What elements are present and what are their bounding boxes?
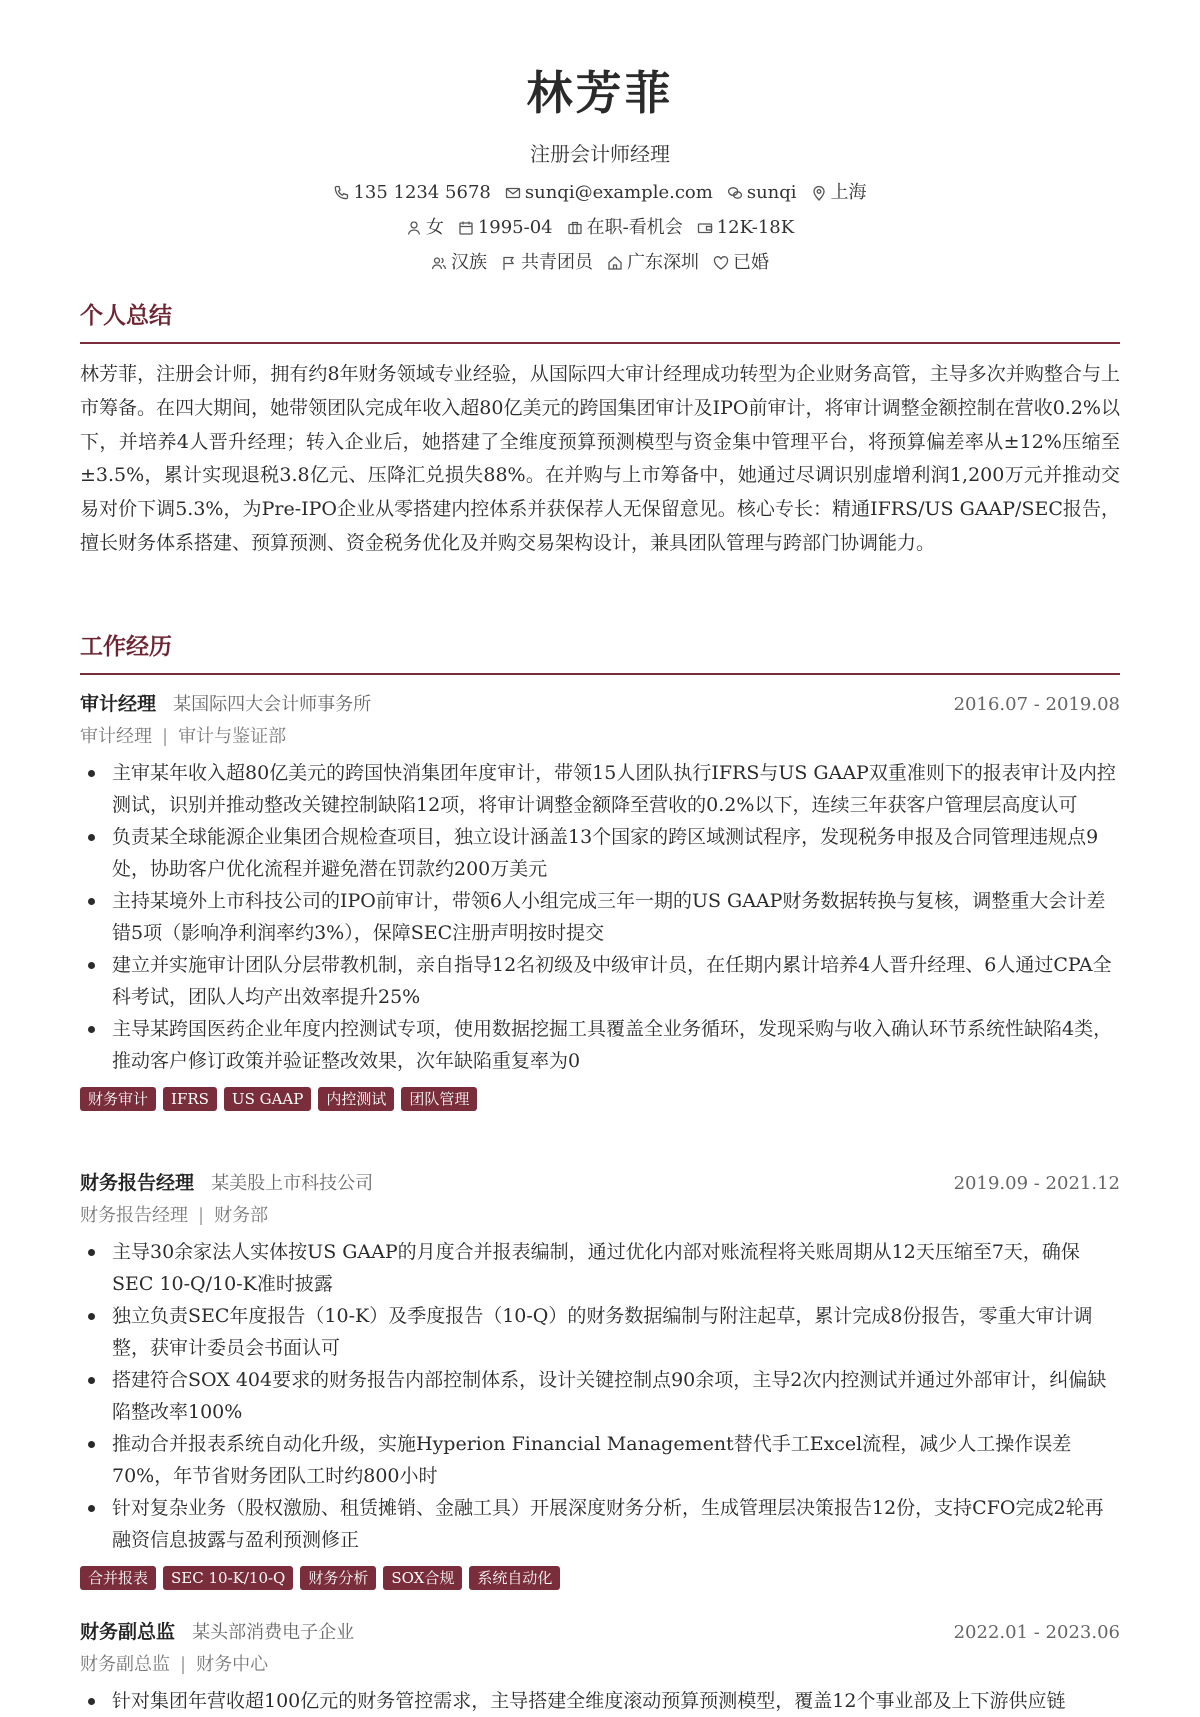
job-date: 2022.01 - 2023.06 (953, 1622, 1120, 1643)
home-icon (607, 255, 623, 271)
job-company: 某头部消费电子企业 (192, 1622, 355, 1643)
location-icon (811, 185, 827, 201)
separator: | (198, 1205, 205, 1226)
job-date: 2016.07 - 2019.08 (953, 694, 1120, 715)
person-icon (406, 220, 422, 236)
job-subtitle (80, 1202, 1120, 1230)
briefcase-icon (567, 220, 583, 236)
job-entry-2 (80, 1168, 1120, 1590)
job-bullets (80, 757, 1120, 1077)
skill-tag: IFRS (163, 1087, 217, 1111)
email-item: sunqi@example.com (505, 180, 713, 206)
birth-item: 1995-04 (458, 215, 553, 241)
list-item: 建立并实施审计团队分层带教机制，亲自指导12名初级及中级审计员，在任期内累计培养4人晋升经理、6人通过CPA全科考试，团队人均产出效率提升25% (80, 949, 1120, 1013)
list-item: 主导30余家法人实体按US GAAP的月度合并报表编制，通过优化内部对账流程将关账周期从12天压缩至7天，确保SEC 10-Q/10-K准时披露 (80, 1236, 1120, 1300)
skill-tag: SEC 10-K/10-Q (163, 1566, 293, 1590)
skill-tag: 团队管理 (401, 1087, 477, 1111)
job-role: 财务报告经理 (80, 1172, 195, 1194)
salary-item: 12K-18K (697, 215, 794, 241)
ethnicity-item: 汉族 (431, 250, 487, 276)
section-divider (80, 673, 1120, 675)
skill-tag: 合并报表 (80, 1566, 156, 1590)
mail-icon (505, 185, 521, 201)
gender-item: 女 (406, 215, 444, 241)
marital-item: 已婚 (713, 250, 769, 276)
job-position: 审计经理 (80, 726, 152, 747)
skill-tags (80, 1566, 1120, 1590)
section-title-summary: 个人总结 (80, 302, 172, 329)
experience-section-header (80, 631, 1120, 675)
calendar-icon (458, 220, 474, 236)
separator: | (180, 1654, 187, 1675)
personal-row (80, 215, 1120, 241)
resume-header (80, 58, 1120, 276)
skill-tag: 财务审计 (80, 1087, 156, 1111)
summary-section (80, 300, 1120, 595)
job-department: 财务部 (214, 1205, 269, 1226)
skill-tag: US GAAP (224, 1087, 311, 1111)
list-item: 主审某年收入超80亿美元的跨国快消集团年度审计，带领15人团队执行IFRS与US GAAP双重准则下的报表审计及内控测试，识别并推动整改关键控制缺陷12项，将审计调整金额降至营收的0.2%以下，连续三年获客户管理层高度认可 (80, 757, 1120, 821)
list-item: 搭建符合SOX 404要求的财务报告内部控制体系，设计关键控制点90余项，主导2次内控测试并通过外部审计，纠偏缺陷整改率100% (80, 1364, 1120, 1428)
location-item: 上海 (811, 180, 867, 206)
job-role: 财务副总监 (80, 1621, 176, 1643)
skill-tag: 财务分析 (300, 1566, 376, 1590)
flag-icon (501, 255, 517, 271)
job-entry-3 (80, 1617, 1120, 1717)
list-item: 独立负责SEC年度报告（10-K）及季度报告（10-Q）的财务数据编制与附注起草，累计完成8份报告，零重大审计调整，获审计委员会书面认可 (80, 1300, 1120, 1364)
job-company: 某美股上市科技公司 (211, 1173, 374, 1194)
job-bullets (80, 1685, 1120, 1717)
candidate-name: 林芳菲 (526, 66, 674, 120)
skill-tag: 内控测试 (318, 1087, 394, 1111)
wallet-icon (697, 220, 713, 236)
phone-icon (333, 185, 349, 201)
political-item: 共青团员 (501, 250, 593, 276)
job-department: 审计与鉴证部 (178, 726, 287, 747)
wechat-icon (727, 185, 743, 201)
heart-icon (713, 255, 729, 271)
job-bullets (80, 1236, 1120, 1556)
list-item: 主导某跨国医药企业年度内控测试专项，使用数据挖掘工具覆盖全业务循环，发现采购与收入确认环节系统性缺陷4类，推动客户修订政策并验证整改效果，次年缺陷重复率为0 (80, 1013, 1120, 1077)
group-icon (431, 255, 447, 271)
section-title-experience: 工作经历 (80, 633, 172, 660)
job-company: 某国际四大会计师事务所 (173, 694, 372, 715)
job-subtitle (80, 1651, 1120, 1679)
list-item: 主持某境外上市科技公司的IPO前审计，带领6人小组完成三年一期的US GAAP财务数据转换与复核，调整重大会计差错5项（影响净利润率约3%），保障SEC注册声明按时提交 (80, 885, 1120, 949)
summary-text: 林芳菲，注册会计师，拥有约8年财务领域专业经验，从国际四大审计经理成功转型为企业财务高管，主导多次并购整合与上市筹备。在四大期间，她带领团队完成年收入超80亿美元的跨国集团审计及IPO前审计，将审计调整金额控制在营收0.2%以下，并培养4人晋升经理；转入企业后，她搭建了全维度预算预测模型与资金集中管理平台，将预算偏差率从±12%压缩至±3.5%，累计实现退税3.8亿元、压降汇兑损失88%。在并购与上市筹备中，她通过尽调识别虚增利润1,200万元并推动交易对价下调5.3%，为Pre-IPO企业从零搭建内控体系并获保荐人无保留意见。核心专长：精通IFRS/US GAAP/SEC报告，擅长财务体系搭建、预算预测、资金税务优化及并购交易架构设计，兼具团队管理与跨部门协调能力。 (80, 363, 1120, 554)
list-item: 负责某全球能源企业集团合规检查项目，独立设计涵盖13个国家的跨区域测试程序，发现税务申报及合同管理违规点9处，协助客户优化流程并避免潜在罚款约200万美元 (80, 821, 1120, 885)
list-item: 推动合并报表系统自动化升级，实施Hyperion Financial Management替代手工Excel流程，减少人工操作误差70%，年节省财务团队工时约800小时 (80, 1428, 1120, 1492)
job-role: 审计经理 (80, 693, 157, 715)
contact-row (80, 180, 1120, 206)
phone-item: 135 1234 5678 (333, 180, 490, 206)
job-department: 财务中心 (196, 1654, 269, 1675)
job-position: 财务报告经理 (80, 1205, 188, 1226)
job-subtitle (80, 723, 1120, 751)
list-item: 针对集团年营收超100亿元的财务管控需求，主导搭建全维度滚动预算预测模型，覆盖12个事业部及上下游供应链 (80, 1685, 1120, 1717)
skill-tag: SOX合规 (383, 1566, 462, 1590)
skill-tags (80, 1087, 1120, 1111)
skill-tag: 系统自动化 (469, 1566, 560, 1590)
job-entry-1 (80, 689, 1120, 1111)
job-position: 财务副总监 (80, 1654, 170, 1675)
list-item: 针对复杂业务（股权激励、租赁摊销、金融工具）开展深度财务分析，生成管理层决策报告12份，支持CFO完成2轮再融资信息披露与盈利预测修正 (80, 1492, 1120, 1556)
separator: | (162, 726, 169, 747)
background-row (80, 250, 1120, 276)
job-status-item: 在职-看机会 (567, 215, 683, 241)
hometown-item: 广东深圳 (607, 250, 699, 276)
job-date: 2019.09 - 2021.12 (953, 1173, 1120, 1194)
candidate-title: 注册会计师经理 (530, 142, 670, 166)
section-divider (80, 342, 1120, 344)
wechat-item: sunqi (727, 180, 797, 206)
